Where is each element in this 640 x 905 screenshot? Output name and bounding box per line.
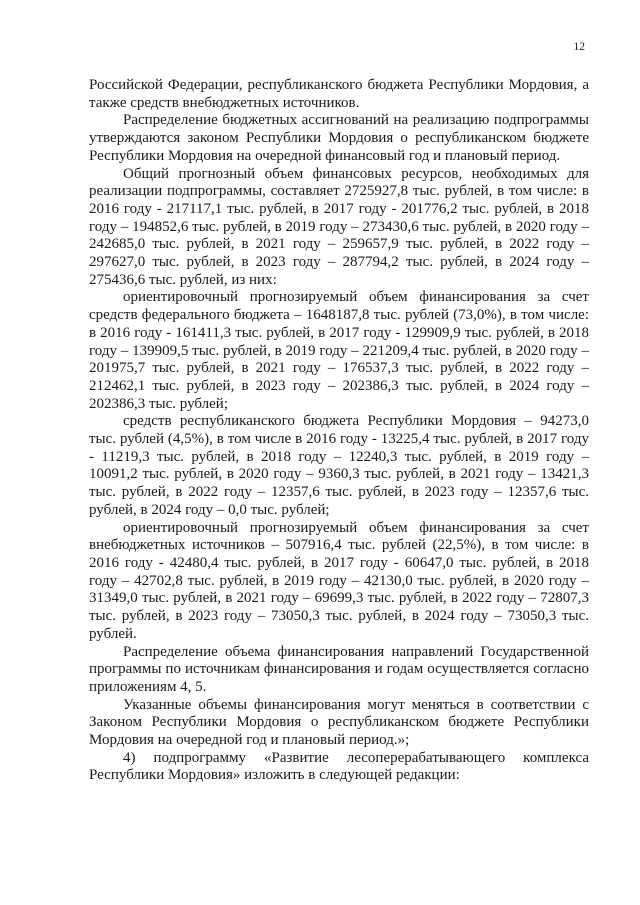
document-body (89, 77, 589, 785)
paragraph-subprogram-4-heading: 4) подпрограмму «Развитие лесоперерабатывающего комплекса Республики Мордовия» изложить в следующей редакции: (89, 749, 589, 784)
paragraph-republican-budget-funding: средств республиканского бюджета Республики Мордовия – 94273,0 тыс. рублей (4,5%), в том числе в 2016 году - 13225,4 тыс. рублей, в 2017 году - 11219,3 тыс. рублей, в 2018 году – 12240,3 тыс. рублей, в 2019 году – 10091,2 тыс. рублей, в 2020 году – 9360,3 тыс. рублей, в 2021 году – 13421,3 тыс. рублей, в 2022 году – 12357,6 тыс. рублей, в 2023 году – 12357,6 тыс. рублей, в 2024 году – 0,0 тыс. рублей; (89, 413, 589, 518)
paragraph-federal-budget-funding: ориентировочный прогнозируемый объем финансирования за счет средств федерального бюджета – 1648187,8 тыс. рублей (73,0%), в том числе: в 2016 году - 161411,3 тыс. рублей, в 2017 году - 129909,9 тыс. рублей, в 2018 году – 139909,5 тыс. рублей, в 2019 году – 221209,4 тыс. рублей, в 2020 году – 201975,7 тыс. рублей, в 2021 году – 176537,3 тыс. рублей, в 2022 году – 212462,1 тыс. рублей, в 2023 году – 202386,3 тыс. рублей, в 2024 году – 202386,3 тыс. рублей; (89, 289, 589, 412)
paragraph-total-forecast-volume: Общий прогнозный объем финансовых ресурсов, необходимых для реализации подпрограммы, составляет 2725927,8 тыс. рублей, в том числе: в 2016 году - 217117,1 тыс. рублей, в 2017 году - 201776,2 тыс. рублей, в 2018 году – 194852,6 тыс. рублей, в 2019 году – 273430,6 тыс. рублей, в 2020 году – 242685,0 тыс. рублей, в 2021 году – 259657,9 тыс. рублей, в 2022 году – 297627,0 тыс. рублей, в 2023 году – 287794,2 тыс. рублей, в 2024 году – 275436,6 тыс. рублей, из них: (89, 165, 589, 288)
page-number: 12 (573, 41, 585, 53)
paragraph-funding-may-change: Указанные объемы финансирования могут меняться в соответствии с Законом Республики Мордовия о республиканском бюджете Республики Мордовия на очередной год и плановый период.»; (89, 696, 589, 749)
paragraph-funding-distribution-appendices: Распределение объема финансирования направлений Государственной программы по источникам финансирования и годам осуществляется согласно приложениям 4, 5. (89, 643, 589, 695)
paragraph-extrabudgetary-funding: ориентировочный прогнозируемый объем финансирования за счет внебюджетных источников – 507916,4 тыс. рублей (22,5%), в том числе: в 2016 году - 42480,4 тыс. рублей, в 2017 году - 60647,0 тыс. рублей, в 2018 году – 42702,8 тыс. рублей, в 2019 году – 42130,0 тыс. рублей, в 2020 году – 31349,0 тыс. рублей, в 2021 году – 69699,3 тыс. рублей, в 2022 году – 72807,3 тыс. рублей, в 2023 году – 73050,3 тыс. рублей, в 2024 году – 73050,3 тыс. рублей. (89, 519, 589, 642)
paragraph-funding-sources-continuation: Российской Федерации, республиканского бюджета Республики Мордовия, а также средств внебюджетных источников. (89, 77, 589, 111)
paragraph-budget-allocation: Распределение бюджетных ассигнований на реализацию подпрограммы утверждаются законом Республики Мордовия о республиканском бюджете Республики Мордовия на очередной финансовый год и плановый период. (89, 112, 589, 164)
